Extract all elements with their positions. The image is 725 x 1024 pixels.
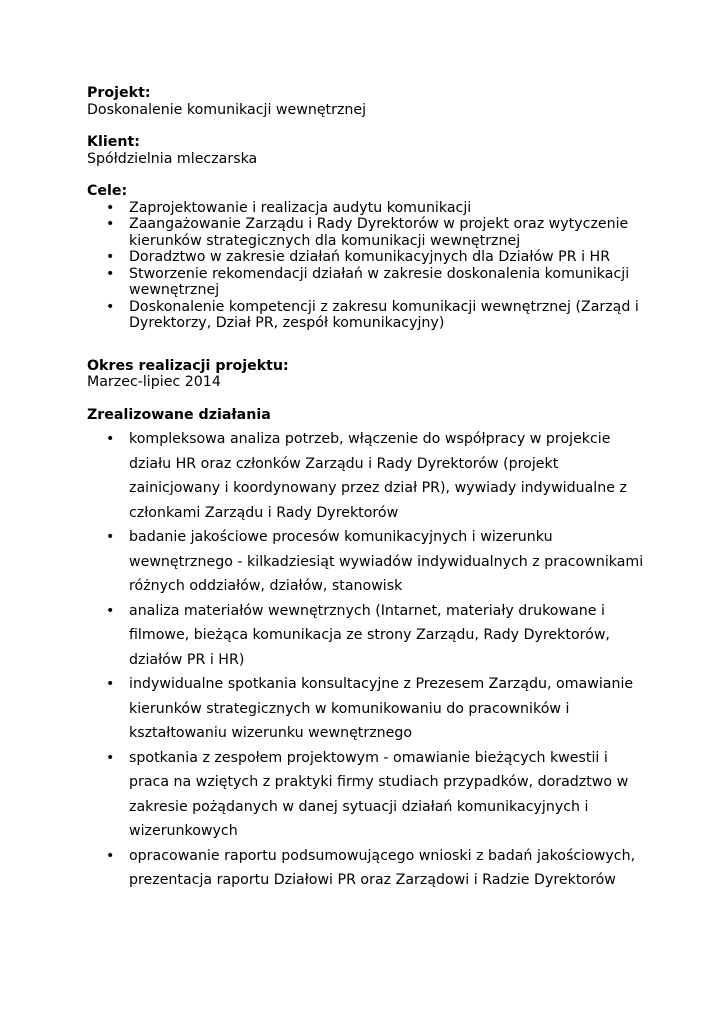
goal-item bbox=[87, 249, 647, 266]
bullet-icon: • bbox=[106, 529, 115, 545]
actions-section bbox=[87, 407, 647, 893]
action-item bbox=[87, 599, 647, 673]
bullet-icon: • bbox=[106, 298, 115, 315]
action-text: indywidualne spotkania konsultacyjne z Prezesem Zarządu, omawianie kierunków strategicznych w komunikowaniu do pracowników i kształtowaniu wizerunku wewnętrznego bbox=[129, 676, 634, 741]
actions-list bbox=[87, 427, 647, 893]
actions-label: Zrealizowane działania bbox=[87, 406, 271, 423]
goal-item bbox=[87, 200, 647, 217]
goals-label: Cele: bbox=[87, 183, 128, 199]
goals-list bbox=[87, 200, 647, 332]
bullet-icon: • bbox=[106, 265, 115, 282]
period-value: Marzec-lipiec 2014 bbox=[87, 374, 221, 390]
project-section bbox=[87, 85, 647, 118]
action-text: badanie jakościowe procesów komunikacyjnych i wizerunku wewnętrznego - kilkadziesiąt wywiadów indywidualnych z pracownikami różnych oddziałów, działów, stanowisk bbox=[129, 529, 644, 594]
goal-text: Zaangażowanie Zarządu i Rady Dyrektorów w projekt oraz wytyczenie kierunków strategicznych dla komunikacji wewnętrznej bbox=[129, 216, 629, 249]
client-value: Spółdzielnia mleczarska bbox=[87, 150, 258, 167]
goal-item bbox=[87, 266, 647, 299]
goals-section bbox=[87, 183, 647, 332]
client-label: Klient: bbox=[87, 134, 140, 150]
action-item bbox=[87, 746, 647, 844]
goal-text: Stworzenie rekomendacji działań w zakresie doskonalenia komunikacji wewnętrznej bbox=[129, 265, 630, 298]
action-item bbox=[87, 844, 647, 893]
bullet-icon: • bbox=[106, 199, 115, 216]
goal-text: Doradztwo w zakresie działań komunikacyjnych dla Działów PR i HR bbox=[129, 249, 611, 265]
bullet-icon: • bbox=[106, 676, 115, 692]
bullet-icon: • bbox=[106, 216, 115, 232]
bullet-icon: • bbox=[106, 431, 115, 447]
project-value: Doskonalenie komunikacji wewnętrznej bbox=[87, 101, 367, 118]
document-page bbox=[87, 85, 647, 893]
action-text: kompleksowa analiza potrzeb, włączenie do współpracy w projekcie działu HR oraz członków Zarządu i Rady Dyrektorów (projekt zainicjowany i koordynowany przez dział PR), wywiady indywidualne z członkami Zarządu i Rady Dyrektorów bbox=[129, 431, 627, 521]
bullet-icon: • bbox=[106, 847, 115, 864]
bullet-icon: • bbox=[106, 749, 115, 766]
project-label: Projekt: bbox=[87, 85, 151, 101]
action-item bbox=[87, 427, 647, 525]
action-item bbox=[87, 672, 647, 746]
goal-item bbox=[87, 216, 647, 249]
goal-text: Zaprojektowanie i realizacja audytu komunikacji bbox=[129, 199, 472, 216]
action-item bbox=[87, 525, 647, 599]
action-text: spotkania z zespołem projektowym - omawianie bieżących kwestii i praca na wziętych z praktyki firmy studiach przypadków, doradztwo w zakresie pożądanych w danej sytuacji działań komunikacyjnych i wizerunkowych bbox=[129, 749, 629, 839]
period-section bbox=[87, 358, 647, 391]
bullet-icon: • bbox=[106, 249, 115, 265]
goal-text: Doskonalenie kompetencji z zakresu komunikacji wewnętrznej (Zarząd i Dyrektorzy, Dział PR, zespół komunikacyjny) bbox=[129, 298, 639, 331]
goal-item bbox=[87, 299, 647, 332]
action-text: opracowanie raportu podsumowującego wnioski z badań jakościowych, prezentacja raportu Działowi PR oraz Zarządowi i Radzie Dyrektorów bbox=[129, 847, 636, 888]
bullet-icon: • bbox=[106, 602, 115, 619]
period-label: Okres realizacji projektu: bbox=[87, 357, 289, 374]
client-section bbox=[87, 134, 647, 167]
action-text: analiza materiałów wewnętrznych (Intarnet, materiały drukowane i filmowe, bieżąca komunikacja ze strony Zarządu, Rady Dyrektorów, działów PR i HR) bbox=[129, 602, 610, 668]
